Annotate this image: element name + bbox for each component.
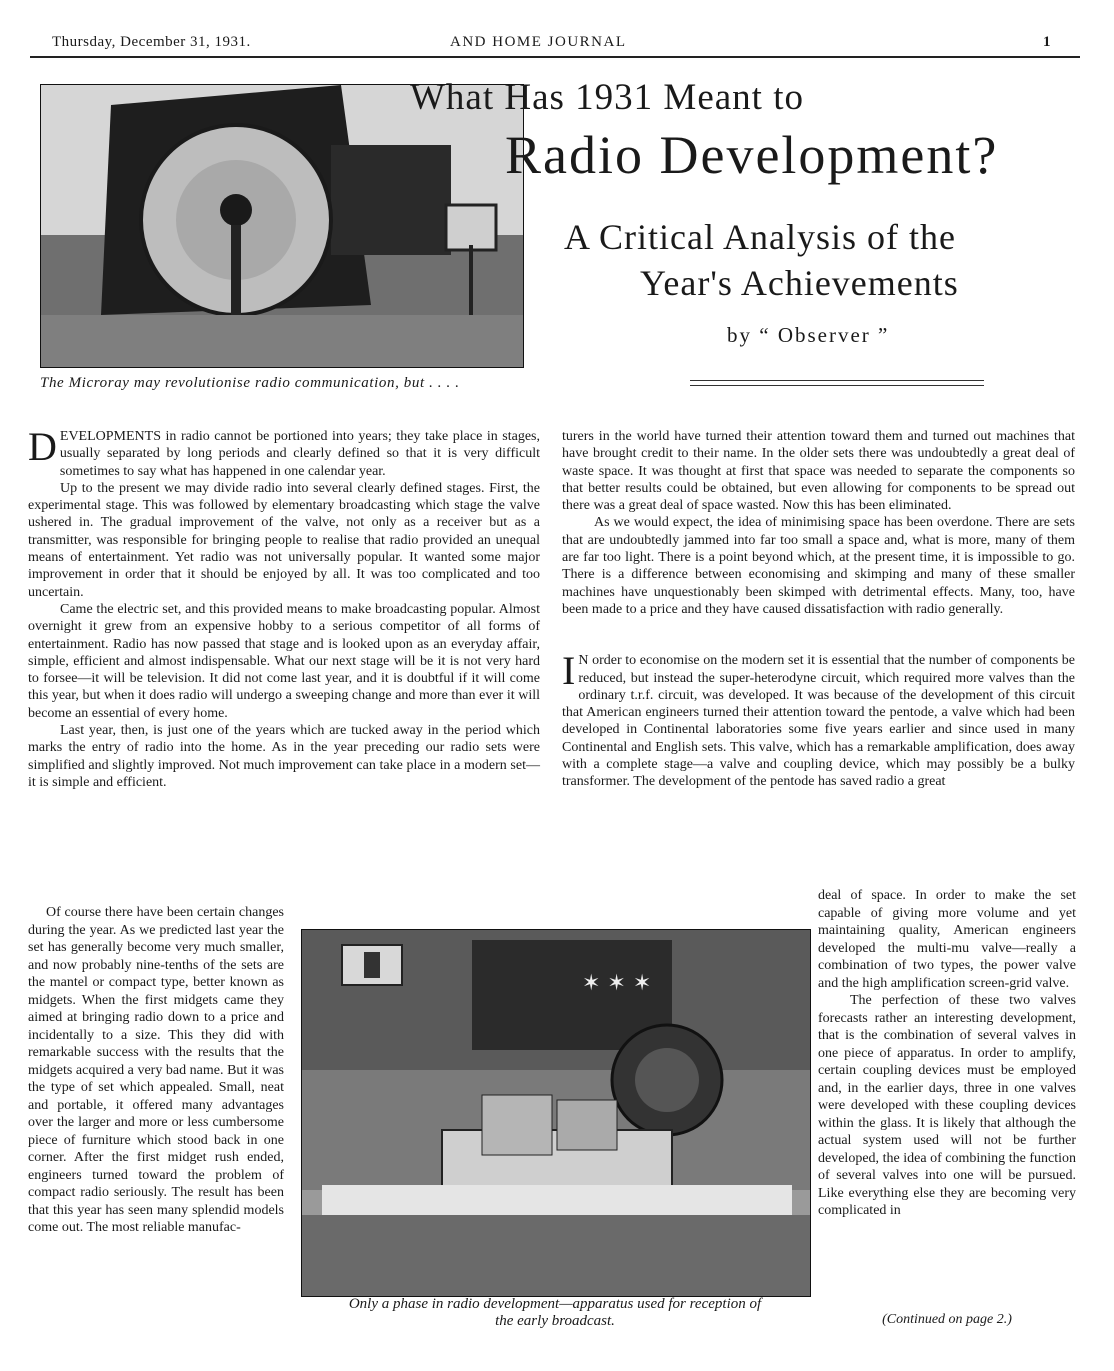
broadcast-apparatus-photo (301, 929, 811, 1297)
paragraph: As we would expect, the idea of minimising space has been overdone. There are sets that are undoubtedly jammed into far too small a space and, what is more, many of them are far too light. There is a point beyond which, at the present time, it is impossible to go. There is a difference between economising and skimping and many of these smaller machines have unquestionably been skimped with detrimental effects. Many, too, have been made to a price and they have caused dissatisfaction with radio generally. (562, 515, 1075, 617)
page-number: 1 (1043, 34, 1051, 50)
article-column-right-narrow (818, 887, 1076, 1220)
byline: by “ Observer ” (727, 323, 890, 347)
byline-rule (690, 385, 984, 386)
svg-text:✶ ✶ ✶: ✶ ✶ ✶ (582, 971, 652, 996)
headline-line-2: Radio Development? (505, 125, 999, 185)
paragraph: deal of space. In order to make the set capable of giving more volume and yet maintaining quality, American engineers developed the multi-mu valve—really a combination of two types, the power valve and the high amplification screen-grid valve. (818, 888, 1076, 991)
byline-rule (690, 380, 984, 381)
microray-caption: The Microray may revolutionise radio communication, but . . . . (40, 375, 460, 391)
article-column-right (562, 428, 1075, 791)
article-column-left-narrow (28, 904, 284, 1237)
paragraph (562, 648, 1075, 790)
paragraph-text: N order to economise on the modern set it is essential that the number of components be reduced, but instead the super-heterodyne circuit, which required more valves than the ordinary t.r.f. circuit, was developed. It was because of the development of this circuit that American engineers turned their attention toward the pentode, a valve which had been developed in Continental laboratories some five years earlier and since used in many Continental and English sets. This valve, which has a remarkable amplification, does away with a complete stage—a valve and coupling device, which may possibly be a bulky transformer. The development of the pentode has saved radio a great (562, 653, 1075, 790)
paragraph: The perfection of these two valves forecasts rather an interesting development, that is the combination of several valves in one piece of apparatus. In order to amplify, certain coupling devices must be employed and, in the earlier days, three in one valves were developed with these coupling devices within the glass. It is likely that although the actual system used will not be further developed, the idea of combining the function of several valves into one will be pursued. Like everything else they are becoming very complicated in (818, 993, 1076, 1218)
issue-date: Thursday, December 31, 1931. (52, 34, 251, 50)
paragraph: Of course there have been certain changes during the year. As we predicted last year the set has generally become very much smaller, and now probably nine-tenths of the sets are the mantel or compact type, better known as midgets. When the first midgets came they aimed at bringing radio down to a price and incidentally to a size. This they did with remarkable success with the results that the midgets acquired a very bad name. But it was the type of set which appealed. Small, neat and portable, it offered many advantages over the larger and more or less cumbersome piece of furniture which stood back in one corner. After the first midget rush ended, engineers turned toward the problem of compact radio seriously. The result has been that this year has seen many splendid models come out. The most reliable manufac- (28, 905, 284, 1235)
broadcast-caption (290, 1296, 820, 1330)
microray-photo (40, 84, 524, 368)
subtitle-line-2: Year's Achievements (640, 263, 959, 303)
caption-line: the early broadcast. (495, 1313, 615, 1329)
paragraph-text: EVELOPMENTS in radio cannot be portioned into years; they take place in stages, usually separated by long periods and clearly defined so that it is very difficult sometimes to say what has happened in one calendar year. (59, 429, 540, 479)
continued-link[interactable]: (Continued on page 2.) (882, 1312, 1012, 1327)
subtitle-line-1: A Critical Analysis of the (564, 217, 956, 257)
article-column-left (28, 424, 540, 791)
paragraph: Came the electric set, and this provided means to make broadcasting popular. Almost overnight it grew from an expensive hobby to a serious competitor of all forms of entertainment. Radio has now passed that stage and is looked upon as an everyday affair, simple, efficient and almost indispensable. What our next stage will be it is not very hard to forsee—it will be television. It did not come last year, and it is doubtful if it will come this year, but when it does radio will undergo a sweeping change and more than ever it will become an essential of every home. (28, 601, 540, 721)
drop-cap: I (562, 648, 576, 694)
paragraph: turers in the world have turned their attention toward them and turned out machines that have brought credit to their name. In the older sets there was undoubtedly a great deal of waste space. It was thought at first that space was needed to separate the components so that better results could be obtained, but even allowing for components to be spread out there was a great deal of space wasted. Now this has been eliminated. (562, 429, 1075, 514)
journal-name: AND HOME JOURNAL (450, 34, 627, 50)
header-rule (30, 56, 1080, 58)
drop-cap: D (28, 424, 57, 469)
paragraph (28, 424, 540, 480)
headline-line-1: What Has 1931 Meant to (410, 77, 804, 118)
paragraph: Last year, then, is just one of the years which are tucked away in the period which marks the entry of radio into the home. As in the year preceding our radio sets were simplified and slightly improved. Not much improvement can take place in a modern set—it is simple and efficient. (28, 723, 540, 790)
caption-line: Only a phase in radio development—apparatus used for reception of (348, 1296, 762, 1312)
paragraph: Up to the present we may divide radio into several clearly defined stages. First, the experimental stage. This was followed by elementary broadcasting which stage the valve ushered in. The gradual improvement of the valve, not only as a receiver but as a transmitter, was responsible for bringing people to realise that radio provided an unequal means of entertainment. Yet radio was not universally popular. It wanted some major improvement in order that it should be enjoyed by all. It was too complicated and too uncertain. (28, 480, 540, 600)
